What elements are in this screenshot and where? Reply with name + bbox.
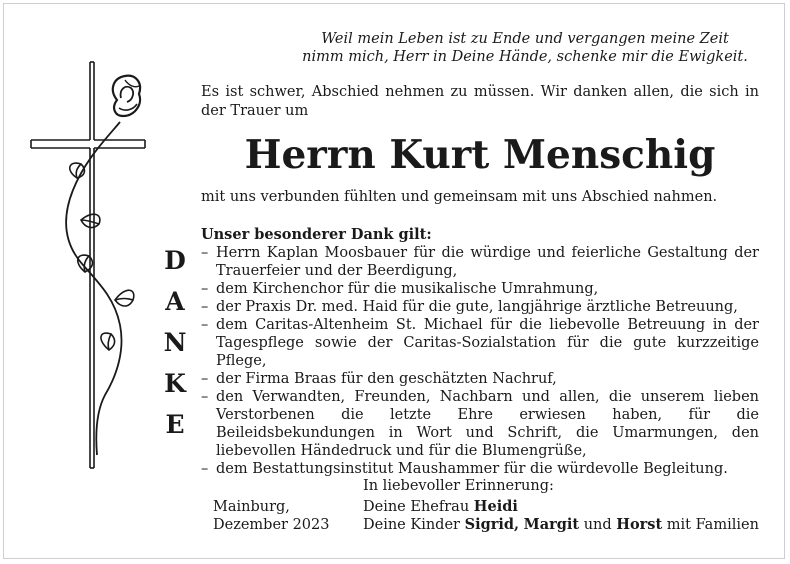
- deceased-name: Herrn Kurt Menschig: [244, 132, 716, 178]
- place-date: [213, 498, 329, 534]
- dash: –: [201, 245, 209, 261]
- children-prefix: Deine Kinder: [363, 517, 460, 533]
- thanks-item: [201, 460, 759, 478]
- thanks-item: [201, 298, 759, 316]
- dash: –: [201, 461, 209, 477]
- verse: [290, 30, 760, 66]
- danke-letter: D: [164, 246, 186, 275]
- dash: –: [201, 389, 209, 405]
- family-suffix: mit Familien: [666, 517, 759, 533]
- danke-letter: N: [163, 328, 187, 357]
- thanks-heading: Unser besonderer Dank gilt:: [201, 226, 432, 243]
- after-name-text: mit uns verbunden fühlten und gemeinsam mit uns Abschied nahmen.: [201, 189, 718, 205]
- danke-letter: E: [165, 410, 185, 439]
- children-line: [363, 516, 759, 534]
- dash: –: [201, 299, 209, 315]
- child-name: Horst: [616, 516, 663, 533]
- thanks-item-text: der Praxis Dr. med. Haid für die gute, langjährige ärztliche Betreuung,: [216, 299, 738, 315]
- child-separator: ,: [514, 516, 520, 533]
- dash: –: [201, 371, 209, 387]
- thanks-item-text: Herrn Kaplan Moosbauer für die würdige und feierliche Gestaltung der Trauerfeier und der Beerdigung,: [216, 245, 759, 279]
- family-signature: [363, 498, 759, 534]
- dash: –: [201, 281, 209, 297]
- thanks-item: [201, 244, 759, 280]
- intro-text: Es ist schwer, Abschied nehmen zu müssen. Wir danken allen, die sich in der Trauer um: [201, 84, 759, 119]
- danke-vertical: [160, 244, 190, 449]
- and-word: und: [583, 517, 612, 533]
- place: Mainburg,: [213, 499, 290, 515]
- child-name: Sigrid: [464, 516, 514, 533]
- thanks-item-text: der Firma Braas für den geschätzten Nachruf,: [216, 371, 557, 387]
- thanks-item-text: dem Caritas-Altenheim St. Michael für die liebevolle Betreuung in der Tagespflege sowie der Caritas-Sozialstation für die gute kurzzeitige Pflege,: [216, 317, 759, 369]
- thanks-item: [201, 280, 759, 298]
- child-name: Margit: [523, 516, 580, 533]
- thanks-item: [201, 370, 759, 388]
- thanks-item-text: den Verwandten, Freunden, Nachbarn und allen, die unserem lieben Verstorbenen die letzte Ehre erwiesen haben, für die Beileidsbekundungen in Wort und Schrift, die Umarmungen, den liebevollen Händedruck und für die Blumengrüße,: [216, 389, 759, 459]
- danke-letter: A: [165, 287, 185, 316]
- thanks-item-text: dem Kirchenchor für die musikalische Umrahmung,: [216, 281, 599, 297]
- date: Dezember 2023: [213, 517, 330, 533]
- spouse-prefix: Deine Ehefrau: [363, 499, 470, 515]
- spouse-line: [363, 498, 759, 516]
- verse-line-1: Weil mein Leben ist zu Ende und vergangen meine Zeit: [321, 31, 729, 47]
- thanks-item: [201, 316, 759, 370]
- memory-line: In liebevoller Erinnerung:: [363, 478, 554, 494]
- verse-line-2: nimm mich, Herr in Deine Hände, schenke mir die Ewigkeit.: [302, 49, 748, 65]
- dash: –: [201, 317, 209, 333]
- spouse-name: Heidi: [473, 498, 518, 515]
- thanks-item-text: dem Bestattungsinstitut Maushammer für die würdevolle Begleitung.: [216, 461, 728, 477]
- thanks-item: [201, 388, 759, 460]
- thanks-list: [201, 244, 759, 478]
- cross-with-rose-icon: [25, 60, 155, 470]
- danke-letter: K: [164, 369, 186, 398]
